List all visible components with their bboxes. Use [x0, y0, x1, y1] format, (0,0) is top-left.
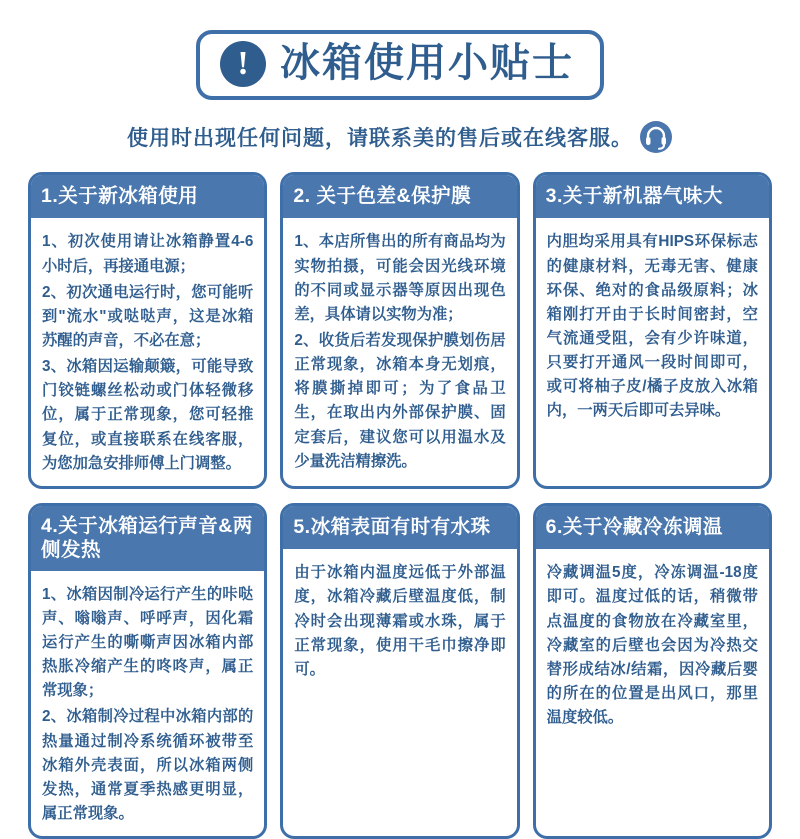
tip-card-2-title: 2. 关于色差&保护膜 [283, 175, 516, 218]
tip-card-6-title: 6.关于冷藏冷冻调温 [536, 506, 769, 549]
tip-card-6-body [536, 549, 769, 836]
exclamation-warning-icon: ! [220, 41, 266, 87]
tip-card-6 [533, 503, 772, 839]
tips-grid [28, 172, 772, 839]
title-box [196, 30, 604, 100]
tip-card-3 [533, 172, 772, 489]
tip-card-2-para-1: 1、本店所售出的所有商品均为实物拍摄，可能会因光线环境的不同或显示器等原因出现色差，具体请以实物为准； [294, 233, 506, 323]
tip-card-1-para-2: 2、初次通电运行时，您可能听到"流水"或哒哒声，这是冰箱苏醒的声音，不必在意； [42, 283, 254, 349]
tip-card-1-body [31, 218, 264, 486]
tip-card-3-title: 3.关于新机器气味大 [536, 175, 769, 218]
tip-card-2-body [283, 218, 516, 486]
tip-card-4-body [31, 571, 264, 837]
tip-card-2 [280, 172, 519, 489]
tip-card-4-para-1: 1、冰箱因制冷运行产生的咔哒声、嗡嗡声、呼呼声，因化霜运行产生的嘶嘶声因冰箱内部热胀冷缩产生的咚咚声，属正常现象； [42, 585, 254, 700]
page-title: 冰箱使用小贴士 [280, 40, 574, 85]
tip-card-1-para-1: 1、初次使用请让冰箱静置4-6小时后，再接通电源； [42, 233, 254, 275]
tip-card-4 [28, 503, 267, 839]
tip-card-5-body [283, 549, 516, 836]
tip-card-1 [28, 172, 267, 489]
tip-card-1-title: 1.关于新冰箱使用 [31, 175, 264, 218]
tip-card-4-title: 4.关于冰箱运行声音&两侧发热 [31, 506, 264, 571]
tip-card-5 [280, 503, 519, 839]
tip-card-3-body [536, 218, 769, 486]
tip-card-1-para-3: 3、冰箱因运输颠簸，可能导致门铰链螺丝松动或门体轻微移位，属于正常现象，您可轻推复位，或直接联系在线客服，为您加急安排师傅上门调整。 [42, 358, 254, 472]
tip-card-4-para-2: 2、冰箱制冷过程中冰箱内部的热量通过制冷系统循环被带至冰箱外壳表面，所以冰箱两侧发热，通常夏季热感更明显，属正常现象。 [42, 708, 254, 823]
tip-card-5-title: 5.冰箱表面有时有水珠 [283, 506, 516, 549]
tip-card-6-para-1: 冷藏调温5度，冷冻调温-18度即可。温度过低的话，稍微带点温度的食物放在冷藏室里，冷藏室的后壁也会因为冷热交替形成结冰/结霜，因冷藏后婴的所在的位置是出风口，那里温度较低。 [546, 564, 758, 727]
tip-card-5-para-1: 由于冰箱内温度远低于外部温度，冰箱冷藏后壁温度低，制冷时会出现薄霜或水珠，属于正常现象，使用干毛巾擦净即可。 [294, 564, 506, 678]
tip-card-3-para-1: 内胆均采用具有HIPS环保标志的健康材料，无毒无害、健康环保、绝对的食品级原料；冰箱刚打开由于长时间密封，空气流通受阻，会有少许味道，只要打开通风一段时间即可，或可将柚子皮/橘子皮放入冰箱内，一两天后即可去异味。 [546, 233, 758, 420]
page-subtitle: 使用时出现任何问题，请联系美的售后或在线客服。 [127, 127, 633, 150]
headset-customer-service-icon [639, 120, 673, 154]
subtitle-row [28, 120, 772, 154]
title-bar [28, 30, 772, 100]
tip-card-2-para-2: 2、收货后若发现保护膜划伤居正常现象，冰箱本身无划痕，将膜撕掉即可；为了食品卫生，在取出内外部保护膜、固定套后，建议您可以用温水及少量洗洁精擦洗。 [294, 332, 506, 470]
